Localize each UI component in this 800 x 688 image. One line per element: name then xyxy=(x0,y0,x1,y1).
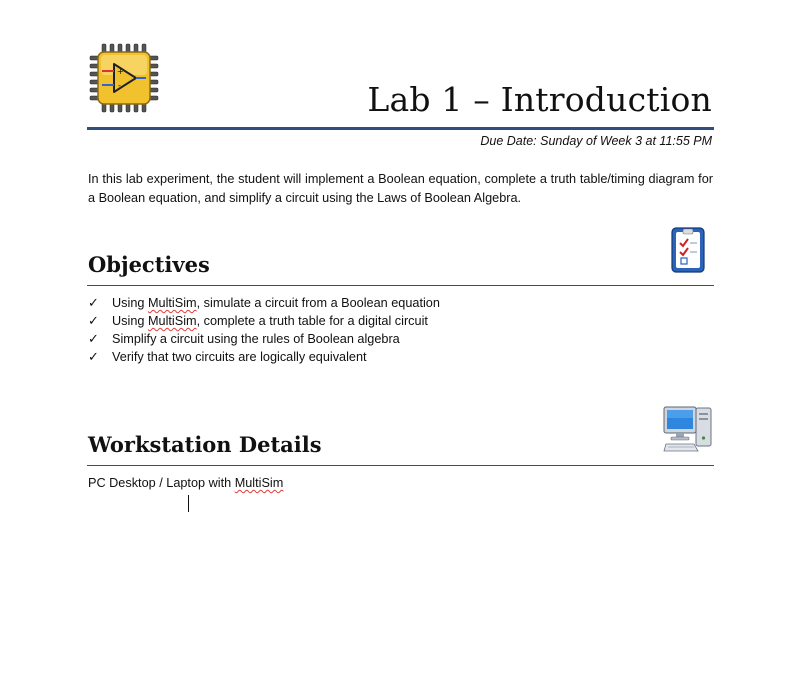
computer-icon xyxy=(662,404,714,454)
title-divider xyxy=(87,127,714,130)
misspelled-word[interactable]: MultiSim xyxy=(147,314,197,328)
svg-text:-: - xyxy=(118,81,121,90)
misspelled-word[interactable]: MultiSim xyxy=(147,296,197,310)
list-item: ✓ Using MultiSim, complete a truth table for a digital circuit xyxy=(88,313,428,328)
workstation-text: PC Desktop / Laptop with MultiSim xyxy=(88,476,284,490)
objectives-list xyxy=(88,294,688,366)
chip-amplifier-icon xyxy=(88,42,160,114)
workstation-heading: Workstation Details xyxy=(88,432,322,457)
objectives-divider xyxy=(87,285,714,286)
due-date: Due Date: Sunday of Week 3 at 11:55 PM xyxy=(480,134,712,148)
check-icon: ✓ xyxy=(88,349,99,364)
workstation-divider xyxy=(87,465,714,466)
objectives-heading: Objectives xyxy=(88,252,210,277)
document-title: Lab 1 – Introduction xyxy=(367,80,712,119)
intro-paragraph: In this lab experiment, the student will implement a Boolean equation, complete a truth table/timing diagram for a Boolean equation, and simplify a circuit using the Laws of Boolean Algebra. xyxy=(88,172,713,205)
misspelled-word[interactable]: MultiSim xyxy=(234,476,284,490)
list-item: ✓ Simplify a circuit using the rules of Boolean algebra xyxy=(88,331,400,346)
checklist-icon xyxy=(671,227,705,273)
check-icon: ✓ xyxy=(88,331,99,346)
svg-text:+: + xyxy=(117,67,124,76)
list-item: ✓ Using MultiSim, simulate a circuit from a Boolean equation xyxy=(88,295,440,310)
list-item: ✓ Verify that two circuits are logically equivalent xyxy=(88,349,367,364)
check-icon: ✓ xyxy=(88,313,99,328)
text-cursor xyxy=(188,495,189,512)
check-icon: ✓ xyxy=(88,295,99,310)
